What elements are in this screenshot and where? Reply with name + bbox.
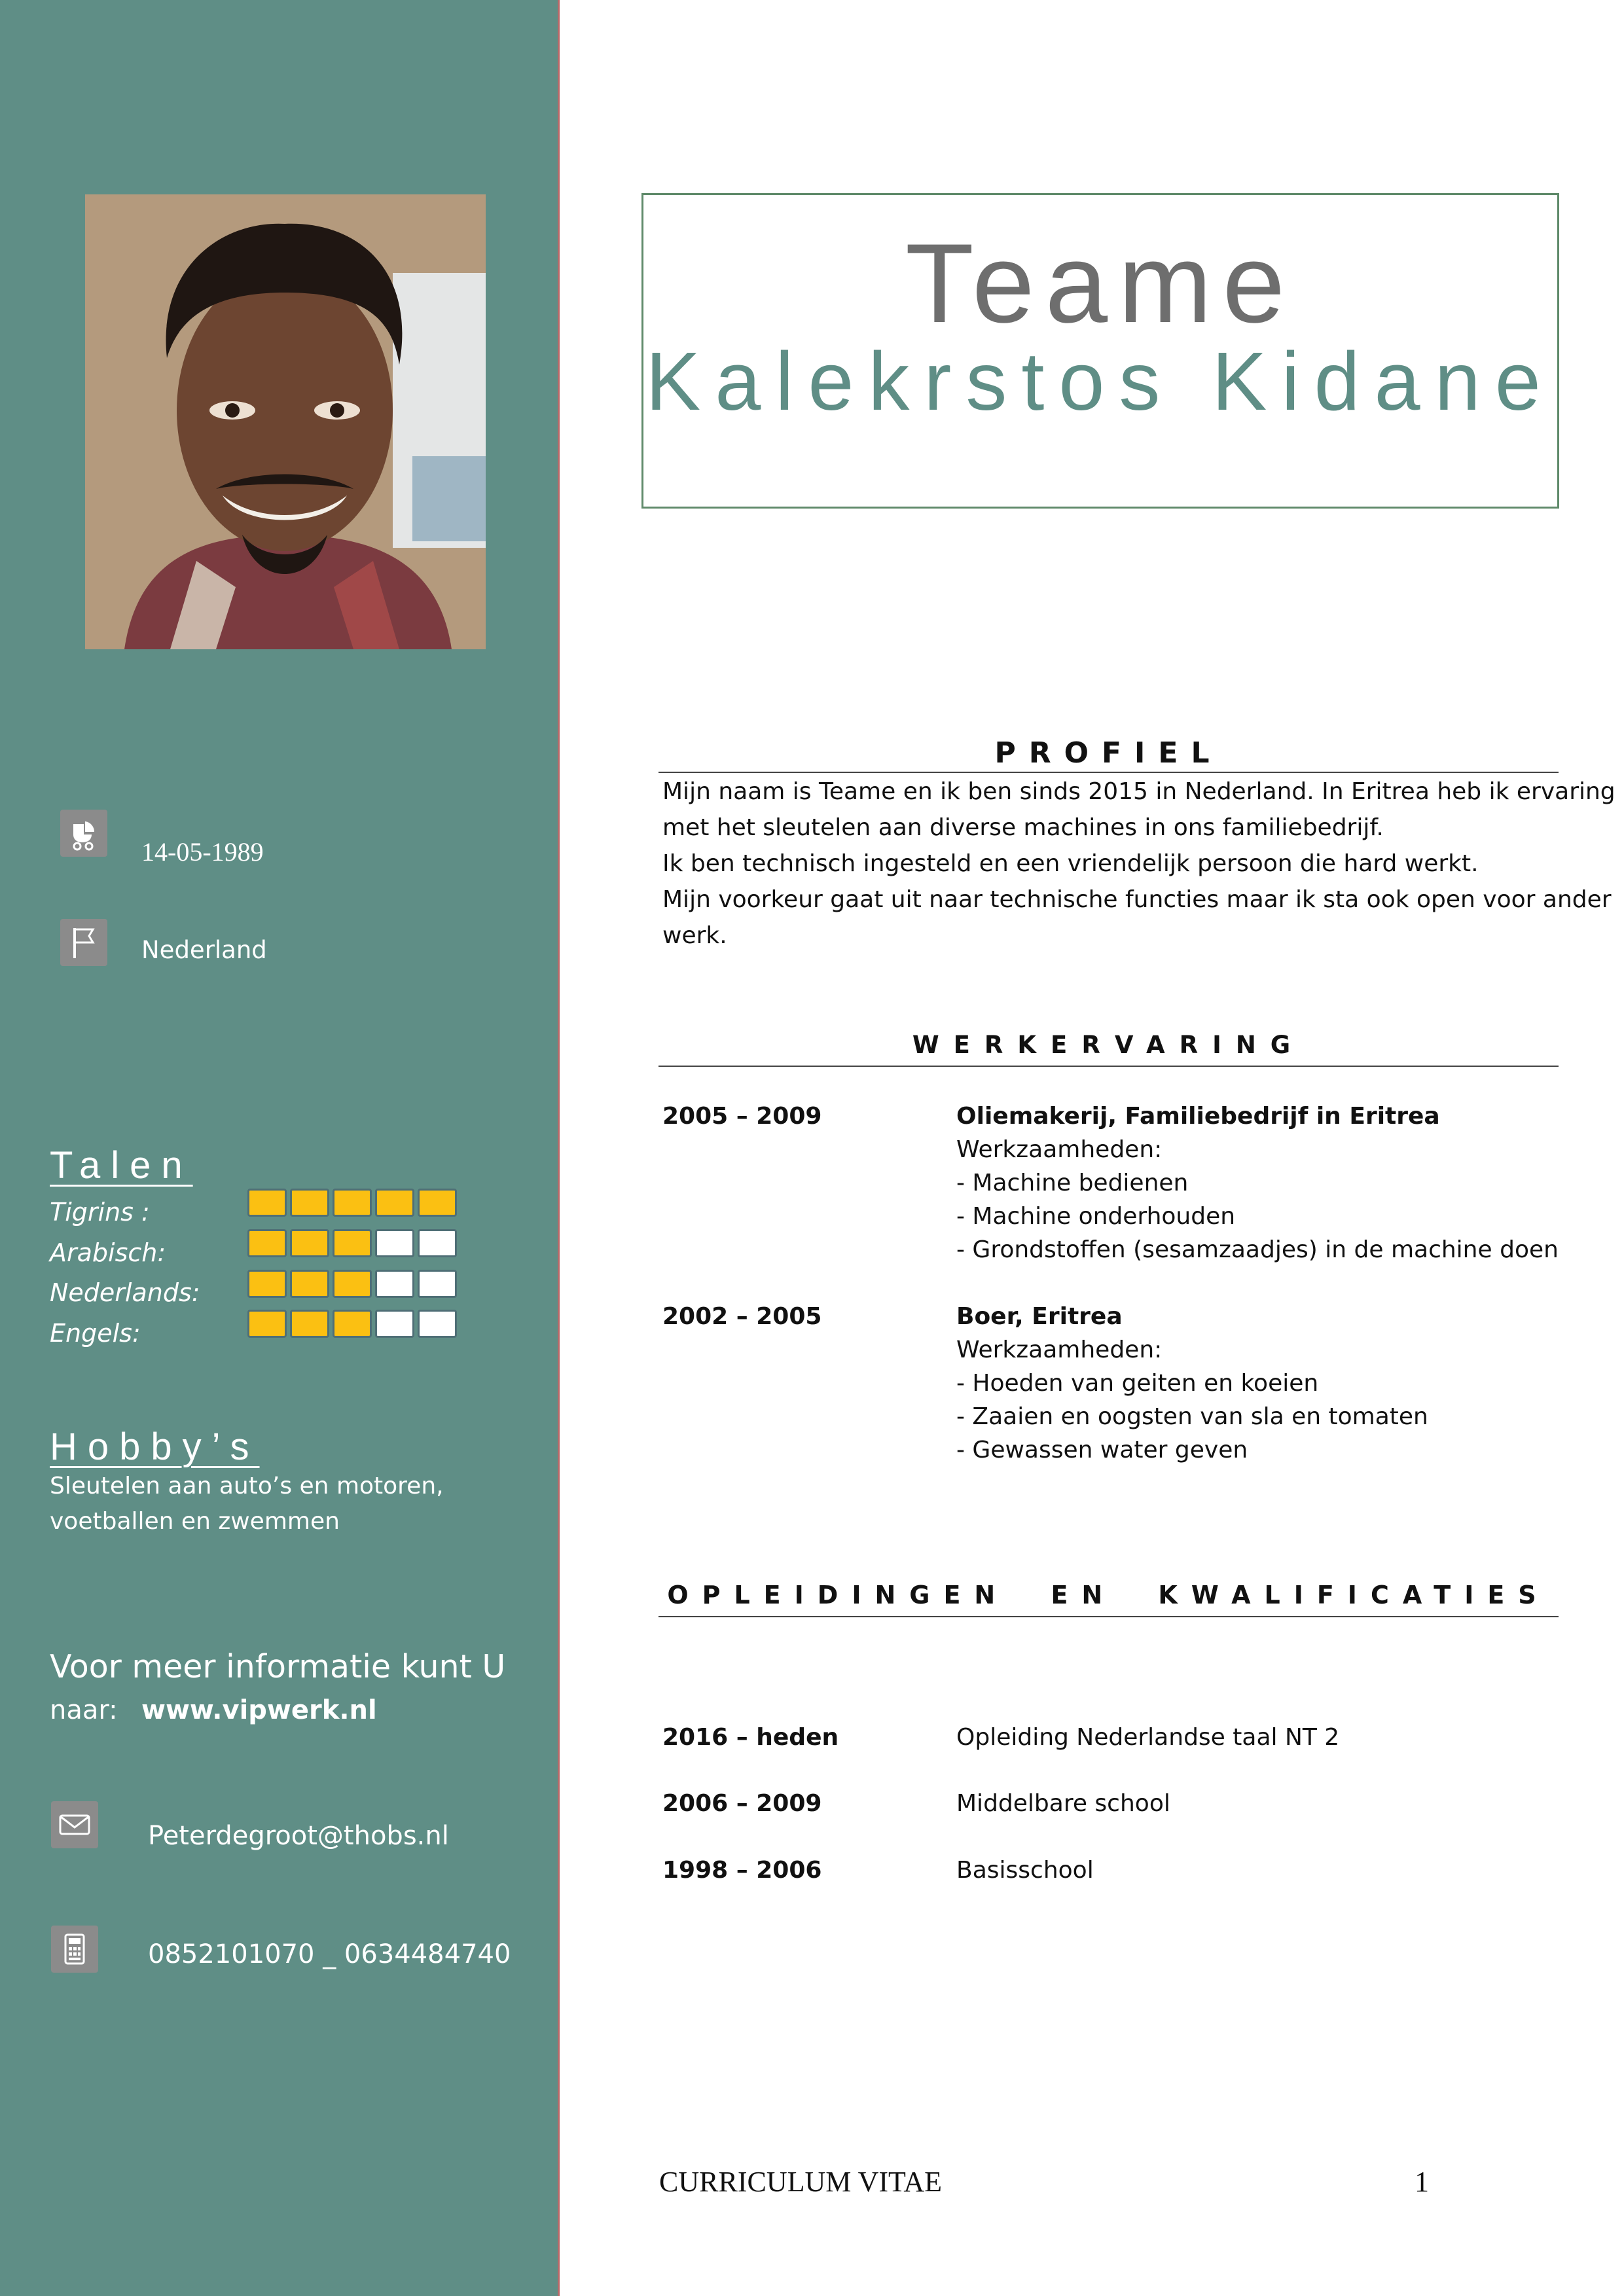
language-name: Engels: xyxy=(50,1319,141,1348)
work-task: - Hoeden van geiten en koeien xyxy=(956,1370,1319,1397)
profile-line: met het sleutelen aan diverse machines in ons familiebedrijf. xyxy=(662,814,1384,841)
education-name: Basisschool xyxy=(956,1857,1094,1884)
profile-text xyxy=(662,774,1615,954)
language-level-cell xyxy=(290,1229,329,1257)
language-level-cell xyxy=(333,1229,372,1257)
education-title: OPLEIDINGEN EN KWALIFICATIES xyxy=(667,1581,1550,1609)
info-text: Voor meer informatie kunt U xyxy=(50,1648,506,1685)
profile-rule xyxy=(659,772,1559,773)
work-sub: Werkzaamheden: xyxy=(956,1336,1163,1363)
email-link[interactable]: Peterdegroot@thobs.nl xyxy=(148,1821,449,1851)
language-meter xyxy=(247,1229,457,1257)
work-title-text: Boer, Eritrea xyxy=(956,1303,1123,1330)
work-task: - Machine onderhouden xyxy=(956,1203,1236,1230)
phone-number: 0852101070 _ 0634484740 xyxy=(148,1939,511,1969)
profile-line: werk. xyxy=(662,922,727,949)
footer-label: CURRICULUM VITAE xyxy=(659,2166,943,2198)
profile-line: Mijn naam is Teame en ik ben sinds 2015 in Nederland. In Eritrea heb ik ervaring xyxy=(662,778,1615,805)
mail-icon xyxy=(51,1801,98,1848)
language-name: Nederlands: xyxy=(50,1278,200,1307)
education-name: Middelbare school xyxy=(956,1790,1170,1817)
language-name: Tigrins : xyxy=(50,1198,150,1227)
language-level-cell xyxy=(375,1310,414,1338)
stroller-icon xyxy=(60,810,107,857)
language-level-cell xyxy=(247,1310,287,1338)
work-entry xyxy=(956,1300,1428,1467)
language-level-cell xyxy=(375,1229,414,1257)
work-period: 2002 – 2005 xyxy=(662,1303,822,1330)
education-period: 2016 – heden xyxy=(662,1724,839,1751)
work-title: WERKERVARING xyxy=(912,1031,1305,1059)
flag-icon xyxy=(60,919,107,966)
info-url-link[interactable]: www.vipwerk.nl xyxy=(141,1695,377,1725)
language-level-cell xyxy=(418,1270,457,1298)
birth-date: 14-05-1989 xyxy=(141,837,264,867)
profile-line: Ik ben technisch ingesteld en een vriendelijk persoon die hard werkt. xyxy=(662,850,1479,877)
language-level-cell xyxy=(247,1270,287,1298)
language-level-cell xyxy=(375,1270,414,1298)
work-task: - Machine bedienen xyxy=(956,1170,1189,1196)
work-rule xyxy=(659,1066,1559,1067)
languages-title: Talen xyxy=(50,1144,193,1187)
language-level-cell xyxy=(418,1189,457,1217)
sidebar xyxy=(0,0,560,2296)
language-level-cell xyxy=(375,1189,414,1217)
language-meter xyxy=(247,1310,457,1338)
education-rule xyxy=(659,1616,1559,1617)
profile-title: PROFIEL xyxy=(994,736,1223,770)
work-title-text: Oliemakerij, Familiebedrijf in Eritrea xyxy=(956,1103,1440,1130)
language-level-cell xyxy=(290,1270,329,1298)
work-period: 2005 – 2009 xyxy=(662,1103,822,1130)
work-task: - Gewassen water geven xyxy=(956,1437,1248,1463)
language-level-cell xyxy=(333,1189,372,1217)
work-sub: Werkzaamheden: xyxy=(956,1136,1163,1163)
work-entry xyxy=(956,1100,1559,1266)
work-task: - Zaaien en oogsten van sla en tomaten xyxy=(956,1403,1428,1430)
language-level-cell xyxy=(333,1310,372,1338)
language-level-cell xyxy=(247,1229,287,1257)
page-number: 1 xyxy=(1415,2166,1429,2198)
info-prefix: naar: xyxy=(50,1695,118,1725)
first-name: Teame xyxy=(905,221,1296,346)
language-level-cell xyxy=(247,1189,287,1217)
education-period: 1998 – 2006 xyxy=(662,1857,822,1884)
profile-photo xyxy=(85,194,486,649)
language-level-cell xyxy=(290,1310,329,1338)
hobbies-title: Hobby’s xyxy=(50,1426,260,1468)
language-level-cell xyxy=(418,1310,457,1338)
language-level-cell xyxy=(333,1270,372,1298)
language-meter xyxy=(247,1189,457,1217)
last-name: Kalekrstos Kidane xyxy=(645,335,1555,427)
hobbies-line: voetballen en zwemmen xyxy=(50,1508,340,1535)
language-level-cell xyxy=(418,1229,457,1257)
education-period: 2006 – 2009 xyxy=(662,1790,822,1817)
language-level-cell xyxy=(290,1189,329,1217)
language-name: Arabisch: xyxy=(50,1238,166,1267)
phone-icon xyxy=(51,1926,98,1973)
nationality: Nederland xyxy=(141,936,267,964)
name-box xyxy=(641,193,1559,509)
work-task: - Grondstoffen (sesamzaadjes) in de machine doen xyxy=(956,1236,1559,1263)
education-name: Opleiding Nederlandse taal NT 2 xyxy=(956,1724,1340,1751)
hobbies-line: Sleutelen aan auto’s en motoren, xyxy=(50,1473,444,1499)
profile-line: Mijn voorkeur gaat uit naar technische functies maar ik sta ook open voor ander xyxy=(662,886,1612,913)
language-meter xyxy=(247,1270,457,1298)
